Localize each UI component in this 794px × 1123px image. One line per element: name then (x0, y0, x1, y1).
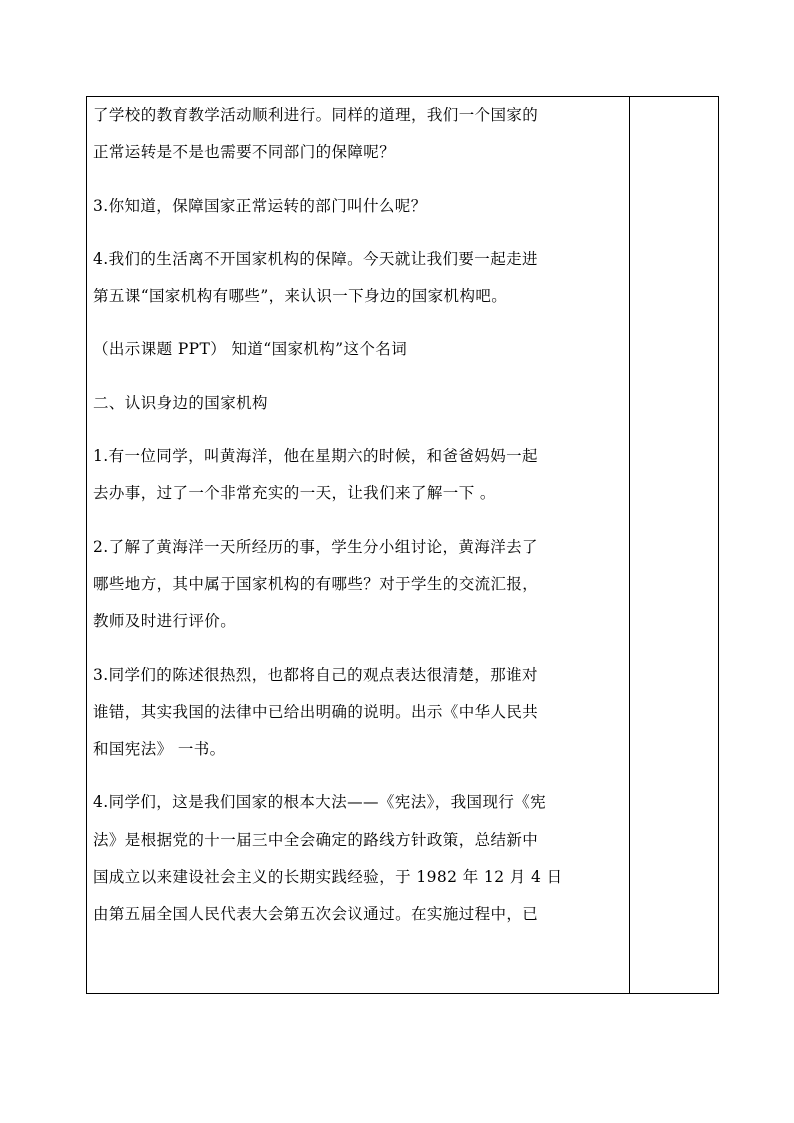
paragraph-intro-continued: 了学校的教育教学活动顺利进行。同样的道理，我们一个国家的 正常运转是不是也需要不同部门的保障呢？ (93, 106, 539, 162)
paragraph-item-2: 2.了解了黄海洋一天所经历的事，学生分小组讨论，黄海洋去了 哪些地方，其中属于国家机构的有哪些？对于学生的交流汇报， 教师及时进行评价。 (93, 537, 539, 631)
lesson-content-cell (87, 97, 630, 993)
paragraph-item-4: 4.同学们，这是我们国家的根本大法——《宪法》，我国现行《宪 法》是根据党的十一届三中全会确定的路线方针政策，总结新中 国成立以来建设社会主义的长期实践经验，于 1982 年 12 月 4 日 由第五届全国人民代表大会第五次会议通过。在实施过程中，已 (93, 793, 563, 924)
paragraph-question-3: 3.你知道，保障国家正常运转的部门叫什么呢？ (93, 196, 427, 215)
notes-cell (630, 97, 718, 993)
paragraph-item-3: 3.同学们的陈述很热烈，也都将自己的观点表达很清楚，那谁对 谁错，其实我国的法律中已给出明确的说明。出示《中华人民共 和国宪法》 一书。 (93, 665, 539, 759)
paragraph-step-4: 4.我们的生活离不开国家机构的保障。今天就让我们要一起走进 第五课“国家机构有哪些”，来认识一下身边的国家机构吧。 (93, 249, 538, 306)
paragraph-show-title: （出示课题 PPT） 知道“国家机构”这个名词 (93, 340, 408, 359)
lesson-table (86, 96, 719, 994)
paragraph-item-1: 1.有一位同学，叫黄海洋，他在星期六的时候，和爸爸妈妈一起 去办事，过了一个非常充实的一天，让我们来了解一下 。 (93, 447, 538, 503)
section-heading: 二、认识身边的国家机构 (93, 393, 268, 412)
